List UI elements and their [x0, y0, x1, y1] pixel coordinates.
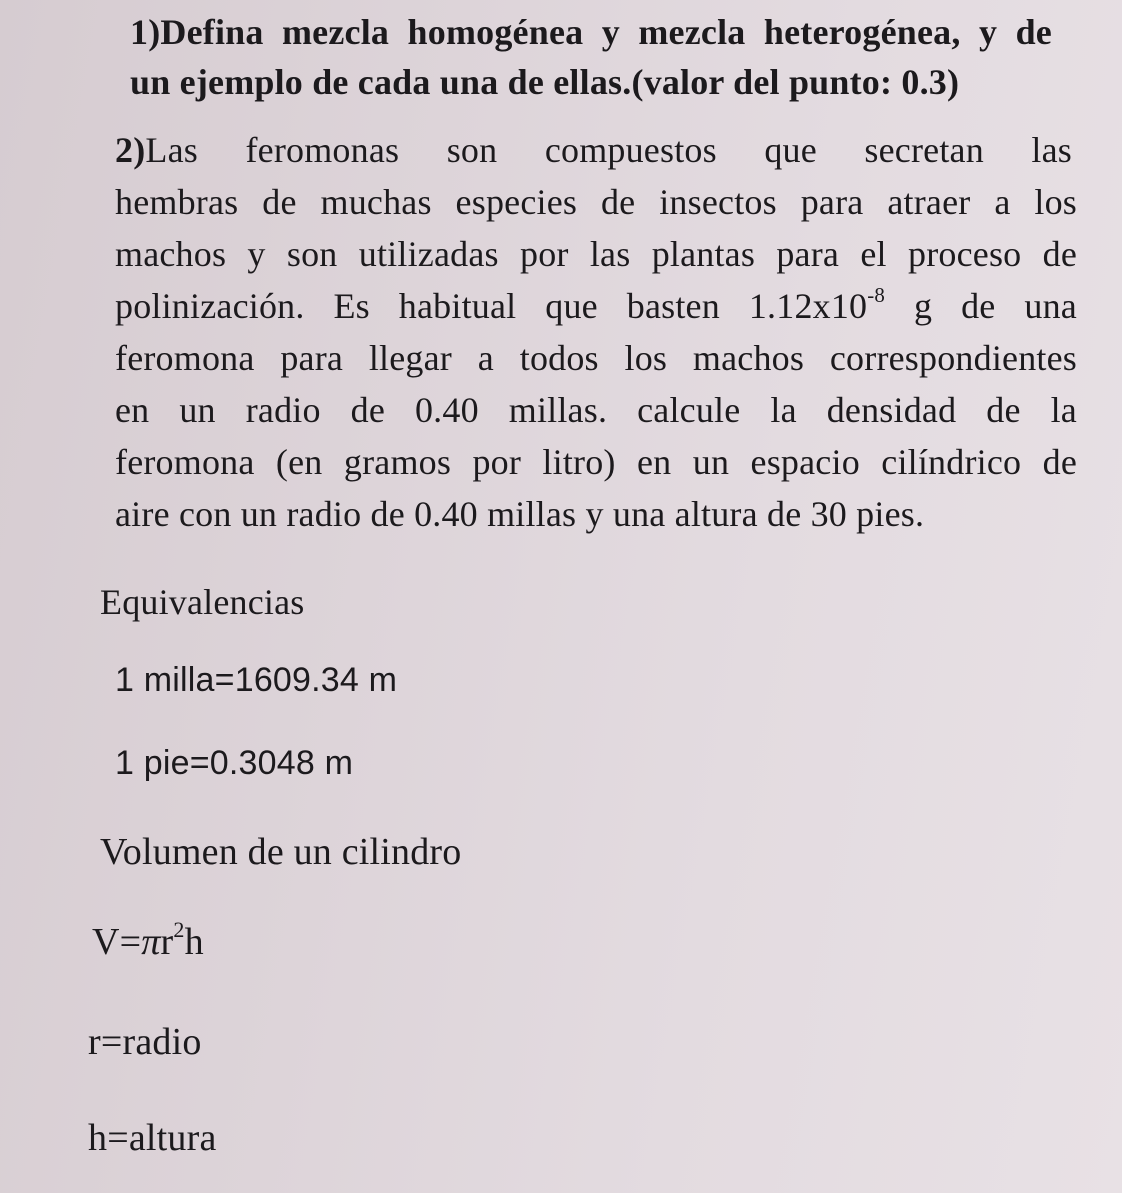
formula-exponent: 2	[173, 917, 185, 943]
question2-line2: hembras de muchas especies de insectos para atraer a los	[115, 182, 1077, 222]
question1-point-value: (valor del punto: 0.3)	[631, 62, 960, 102]
question2-line1	[115, 130, 1072, 170]
pheromone-mass-exponent: -8	[867, 282, 886, 307]
formula-r: r	[160, 921, 174, 963]
pheromone-mass-base: 1.12x10	[748, 286, 868, 326]
question1-line2	[130, 62, 1035, 102]
question2-line4-pre: polinización. Es habitual que basten	[115, 286, 720, 326]
height-definition: h=altura	[88, 1117, 217, 1159]
pheromone-mass	[748, 282, 886, 326]
question2-line3: machos y son utilizadas por las plantas para el proceso de	[115, 234, 1077, 274]
cylinder-formula	[92, 917, 204, 963]
radius-definition: r=radio	[88, 1021, 202, 1063]
question2-line6: en un radio de 0.40 millas. calcule la densidad de la	[115, 390, 1077, 430]
question2-line8: aire con un radio de 0.40 millas y una altura de 30 pies.	[115, 494, 925, 534]
formula-lhs: V=	[92, 921, 142, 963]
question2-line4-post: g de una	[913, 286, 1077, 326]
cylinder-title: Volumen de un cilindro	[100, 831, 462, 873]
question1-line2-text: un ejemplo de cada una de ellas.	[130, 62, 632, 102]
question2-line1-rest: Las feromonas son compuestos que secretan las	[145, 130, 1072, 170]
formula-pi: π	[141, 921, 161, 963]
question1-line1: 1)Defina mezcla homogénea y mezcla heterogénea, y de	[130, 12, 1052, 52]
foot-equivalence: 1 pie=0.3048 m	[115, 744, 354, 782]
equivalencias-title: Equivalencias	[100, 582, 305, 622]
mile-equivalence: 1 milla=1609.34 m	[115, 661, 398, 699]
formula-h: h	[184, 921, 204, 963]
question2-number: 2)	[115, 130, 146, 170]
question2-line7: feromona (en gramos por litro) en un espacio cilíndrico de	[115, 442, 1077, 482]
question2-line5: feromona para llegar a todos los machos correspondientes	[115, 338, 1077, 378]
question2-line4	[115, 282, 1077, 326]
